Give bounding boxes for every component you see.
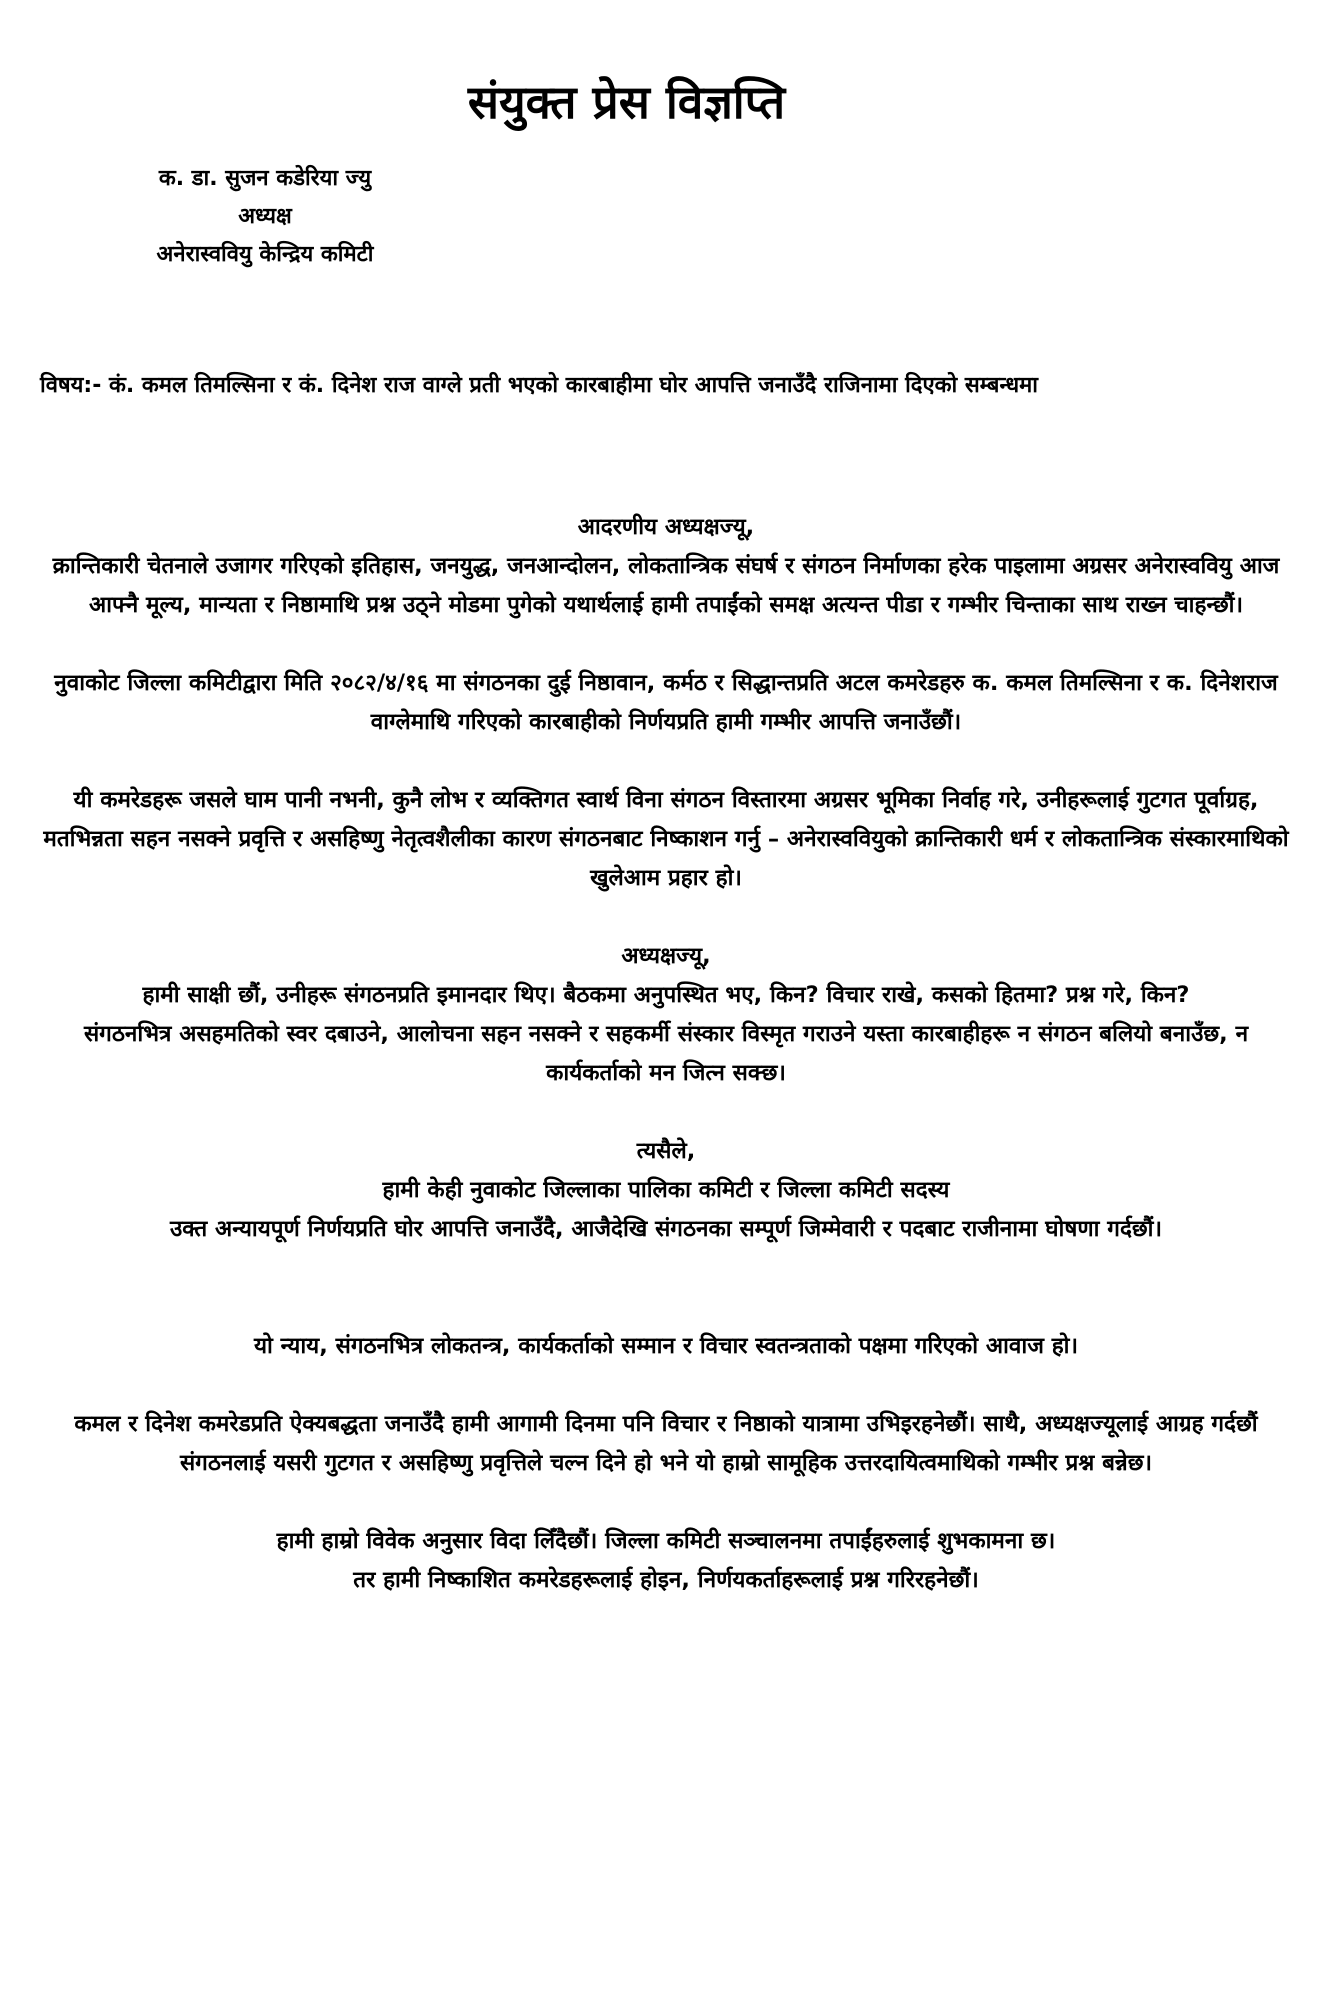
paragraph-8: यो न्याय, संगठनभित्र लोकतन्त्र, कार्यकर्ताको सम्मान र विचार स्वतन्त्रताको पक्षमा गरिएको आवाज हो। — [253, 1333, 1079, 1359]
paragraph-4: हामी साक्षी छौं, उनीहरू संगठनप्रति इमानदार थिए। बैठकमा अनुपस्थित भए, किन? विचार राखे, कसको हितमा? प्रश्न गरे, किन? — [142, 982, 1190, 1008]
salutation: आदरणीय अध्यक्षज्यू, — [577, 514, 755, 540]
addressee-block — [100, 160, 430, 274]
paragraph-6: हामी केही नुवाकोट जिल्लाका पालिका कमिटी र जिल्ला कमिटी सदस्य — [382, 1177, 950, 1203]
addressee-committee: अनेरास्ववियु केन्द्रिय कमिटी — [156, 242, 374, 267]
therefore-line: त्यसैले, — [636, 1138, 696, 1164]
paragraph-5: संगठनभित्र असहमतिको स्वर दबाउने, आलोचना सहन नसक्ने र सहकर्मी संस्कार विस्मृत गराउने यस्ता कारबाहीहरू न संगठन बलियो बनाउँछ, न कार्यकर्ताको मन जित्न सक्छ। — [83, 1021, 1249, 1086]
paragraph-7: उक्त अन्यायपूर्ण निर्णयप्रति घोर आपत्ति जनाउँदै, आजैदेखि संगठनका सम्पूर्ण जिम्मेवारी र पदबाट राजीनामा घोषणा गर्दछौं। — [169, 1216, 1163, 1242]
paragraph-2: नुवाकोट जिल्ला कमिटीद्वारा मिति २०८२/४/१६ मा संगठनका दुई निष्ठावान, कर्मठ र सिद्धान्तप्रति अटल कमरेडहरु क. कमल तिमल्सिना र क. दिनेशराज वाग्लेमाथि गरिएको कारबाहीको निर्णयप्रति हामी गम्भीर आपत्ति जनाउँछौं। — [54, 670, 1278, 735]
document-title-text: संयुक्त प्रेस विज्ञप्ति — [467, 75, 786, 129]
addressee-name: क. डा. सुजन कडेरिया ज्यु — [158, 166, 372, 191]
subject-line: विषय:- कं. कमल तिमल्सिना र कं. दिनेश राज वाग्ले प्रती भएको कारबाहीमा घोर आपत्ति जनाउँदै राजिनामा दिएको सम्बन्धमा — [40, 373, 1038, 398]
paragraph-1: क्रान्तिकारी चेतनाले उजागर गरिएको इतिहास, जनयुद्ध, जनआन्दोलन, लोकतान्त्रिक संघर्ष र संगठन निर्माणका हरेक पाइलामा अग्रसर अनेरास्ववियु आज आफ्नै मूल्य, मान्यता र निष्ठामाथि प्रश्न उठ्ने मोडमा पुगेको यथार्थलाई हामी तपाईंको समक्ष अत्यन्त पीडा र गम्भीर चिन्ताका साथ राख्न चाहन्छौं। — [52, 553, 1280, 618]
letter-body — [36, 508, 1296, 1600]
document-title — [0, 72, 1333, 132]
addressee-designation: अध्यक्ष — [238, 204, 292, 229]
paragraph-10: हामी हाम्रो विवेक अनुसार विदा लिँदैछौं। जिल्ला कमिटी सञ्चालनमा तपाईंहरुलाई शुभकामना छ। — [276, 1528, 1056, 1554]
salutation-2: अध्यक्षज्यू, — [621, 943, 711, 969]
paragraph-3: यी कमरेडहरू जसले घाम पानी नभनी, कुनै लोभ र व्यक्तिगत स्वार्थ विना संगठन विस्तारमा अग्रसर भूमिका निर्वाह गरे, उनीहरूलाई गुटगत पूर्वाग्रह, मतभिन्नता सहन नसक्ने प्रवृत्ति र असहिष्णु नेतृत्वशैलीका कारण संगठनबाट निष्काशन गर्नु – अनेरास्ववियुको क्रान्तिकारी धर्म र लोकतान्त्रिक संस्कारमाथिको खुलेआम प्रहार हो। — [43, 787, 1289, 891]
paragraph-11: तर हामी निष्काशित कमरेडहरूलाई होइन, निर्णयकर्ताहरूलाई प्रश्न गरिरहनेछौं। — [353, 1567, 979, 1593]
paragraph-9: कमल र दिनेश कमरेडप्रति ऐक्यबद्धता जनाउँदै हामी आगामी दिनमा पनि विचार र निष्ठाको यात्रामा उभिइरहनेछौं। साथै, अध्यक्षज्यूलाई आग्रह गर्दछौं संगठनलाई यसरी गुटगत र असहिष्णु प्रवृत्तिले चल्न दिने हो भने यो हाम्रो सामूहिक उत्तरदायित्वमाथिको गम्भीर प्रश्न बन्नेछ। — [74, 1411, 1258, 1476]
